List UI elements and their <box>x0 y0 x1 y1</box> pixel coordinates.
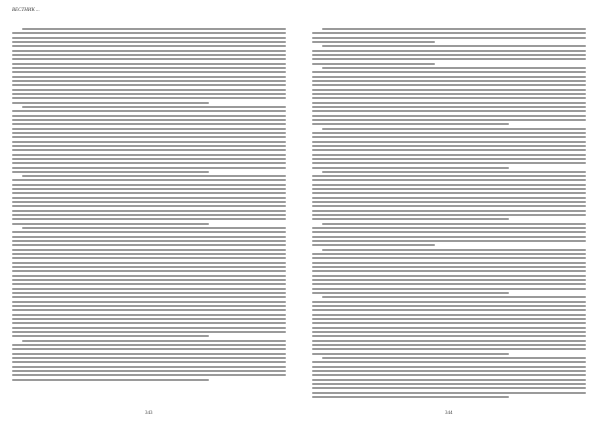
text-line <box>312 257 586 259</box>
text-line <box>312 305 586 307</box>
paragraph <box>12 106 286 173</box>
text-line <box>12 314 286 316</box>
text-line <box>312 102 586 104</box>
text-line <box>312 374 586 376</box>
running-header: ВЕСТНИК ... <box>12 8 40 13</box>
text-line <box>312 106 586 108</box>
text-line <box>12 145 286 147</box>
text-line <box>312 288 586 290</box>
text-line <box>312 71 586 73</box>
text-line <box>312 110 586 112</box>
text-line <box>12 296 286 298</box>
text-line <box>12 192 286 194</box>
text-line <box>312 283 586 285</box>
text-line <box>12 102 209 104</box>
text-line <box>12 262 286 264</box>
paragraph <box>12 28 286 104</box>
text-line <box>12 41 286 43</box>
text-line <box>312 210 586 212</box>
text-line <box>12 353 286 355</box>
text-line <box>322 223 586 225</box>
paragraph <box>12 227 286 337</box>
text-line <box>312 179 586 181</box>
text-line <box>12 58 286 60</box>
text-line <box>312 41 435 43</box>
text-line <box>312 184 586 186</box>
text-line <box>12 93 286 95</box>
text-line <box>322 45 586 47</box>
text-line <box>12 50 286 52</box>
text-line <box>12 288 286 290</box>
text-line <box>12 54 286 56</box>
text-line <box>12 223 209 225</box>
text-line <box>12 123 286 125</box>
text-line <box>12 231 286 233</box>
text-line <box>12 210 286 212</box>
text-line <box>12 322 286 324</box>
text-line <box>12 179 286 181</box>
text-line <box>312 93 586 95</box>
text-line <box>322 67 586 69</box>
text-line <box>312 392 586 394</box>
text-line <box>12 201 286 203</box>
text-line <box>312 58 586 60</box>
text-line <box>12 132 286 134</box>
text-line <box>12 236 286 238</box>
text-line <box>12 171 209 173</box>
text-line <box>312 240 586 242</box>
text-line <box>22 340 286 342</box>
text-line <box>12 357 286 359</box>
text-line <box>12 214 286 216</box>
text-line <box>12 97 286 99</box>
text-line <box>12 128 286 130</box>
text-line <box>312 214 586 216</box>
text-line <box>312 335 586 337</box>
text-line <box>12 361 286 363</box>
text-line <box>12 244 286 246</box>
text-line <box>12 71 286 73</box>
text-line <box>312 314 586 316</box>
text-line <box>12 154 286 156</box>
text-line <box>12 149 286 151</box>
text-line <box>12 205 286 207</box>
page-number: 344 <box>445 411 453 416</box>
text-line <box>22 227 286 229</box>
text-line <box>312 119 586 121</box>
text-line <box>312 192 586 194</box>
text-line <box>12 292 286 294</box>
text-line <box>12 275 286 277</box>
text-line <box>312 383 586 385</box>
paragraph <box>312 171 586 221</box>
text-line <box>12 76 286 78</box>
text-line <box>12 80 286 82</box>
text-line <box>22 106 286 108</box>
paragraph <box>312 128 586 169</box>
text-line <box>312 201 586 203</box>
text-line <box>12 184 286 186</box>
text-line <box>312 167 509 169</box>
text-line <box>312 188 586 190</box>
paragraph <box>312 223 586 247</box>
text-line <box>312 141 586 143</box>
text-line <box>312 76 586 78</box>
text-line <box>312 253 586 255</box>
text-line <box>312 266 586 268</box>
text-line <box>312 309 586 311</box>
text-line <box>12 119 286 121</box>
text-line <box>312 123 509 125</box>
text-line <box>12 67 286 69</box>
text-line <box>322 28 586 30</box>
text-line <box>312 236 586 238</box>
text-line <box>312 387 586 389</box>
text-line <box>312 84 586 86</box>
text-line <box>312 262 586 264</box>
text-line <box>322 249 586 251</box>
text-line <box>12 63 286 65</box>
text-line <box>12 270 286 272</box>
text-line <box>12 257 286 259</box>
text-line <box>312 80 586 82</box>
text-line <box>12 45 286 47</box>
text-line <box>312 154 586 156</box>
text-line <box>312 32 586 34</box>
text-line <box>312 318 586 320</box>
text-line <box>12 115 286 117</box>
text-line <box>312 370 586 372</box>
text-line <box>12 318 286 320</box>
text-line <box>12 89 286 91</box>
text-line <box>12 305 286 307</box>
paragraph <box>312 296 586 354</box>
text-line <box>312 136 586 138</box>
text-line <box>312 175 586 177</box>
text-line <box>322 128 586 130</box>
text-line <box>12 348 286 350</box>
text-line <box>312 231 586 233</box>
text-line <box>322 171 586 173</box>
text-line <box>312 149 586 151</box>
text-line <box>12 301 286 303</box>
text-line <box>312 275 586 277</box>
text-line <box>22 28 286 30</box>
text-line <box>312 218 509 220</box>
text-line <box>12 110 286 112</box>
text-line <box>12 37 286 39</box>
text-line <box>12 374 286 376</box>
text-line <box>312 54 586 56</box>
text-line <box>312 322 586 324</box>
right-page <box>300 0 600 424</box>
text-line <box>312 366 586 368</box>
text-line <box>312 344 586 346</box>
paragraph <box>312 28 586 43</box>
text-line <box>12 309 286 311</box>
text-line <box>322 296 586 298</box>
text-line <box>312 353 509 355</box>
body-text <box>12 28 286 404</box>
text-line <box>12 167 286 169</box>
text-line <box>12 162 286 164</box>
text-line <box>12 335 209 337</box>
text-line <box>312 145 586 147</box>
text-line <box>12 158 286 160</box>
body-text <box>312 28 586 404</box>
text-line <box>312 162 586 164</box>
text-line <box>322 357 586 359</box>
text-line <box>12 331 286 333</box>
text-line <box>12 84 286 86</box>
page-number: 343 <box>145 411 153 416</box>
text-line <box>12 266 286 268</box>
text-line <box>12 379 209 381</box>
text-line <box>12 253 286 255</box>
text-line <box>312 115 586 117</box>
text-line <box>22 175 286 177</box>
text-line <box>12 188 286 190</box>
text-line <box>312 379 586 381</box>
text-line <box>12 249 286 251</box>
text-line <box>312 132 586 134</box>
text-line <box>312 89 586 91</box>
paragraph <box>12 175 286 225</box>
text-line <box>12 218 286 220</box>
text-line <box>12 344 286 346</box>
text-line <box>12 370 286 372</box>
text-line <box>312 97 586 99</box>
text-line <box>12 32 286 34</box>
text-line <box>312 327 586 329</box>
text-line <box>12 141 286 143</box>
text-line <box>12 283 286 285</box>
text-line <box>12 240 286 242</box>
text-line <box>312 205 586 207</box>
text-line <box>312 227 586 229</box>
text-line <box>312 158 586 160</box>
text-line <box>12 136 286 138</box>
text-line <box>312 63 435 65</box>
text-line <box>312 396 509 398</box>
text-line <box>312 37 586 39</box>
text-line <box>312 244 435 246</box>
text-line <box>12 197 286 199</box>
text-line <box>312 348 586 350</box>
paragraph <box>312 45 586 64</box>
text-line <box>312 50 586 52</box>
paragraph <box>312 67 586 125</box>
text-line <box>312 331 586 333</box>
text-line <box>312 292 509 294</box>
text-line <box>12 279 286 281</box>
paragraph <box>12 340 286 381</box>
text-line <box>312 301 586 303</box>
text-line <box>312 279 586 281</box>
paragraph <box>312 357 586 398</box>
text-line <box>312 361 586 363</box>
paragraph <box>312 249 586 294</box>
text-line <box>312 197 586 199</box>
text-line <box>312 270 586 272</box>
text-line <box>12 366 286 368</box>
text-line <box>12 327 286 329</box>
text-line <box>312 340 586 342</box>
